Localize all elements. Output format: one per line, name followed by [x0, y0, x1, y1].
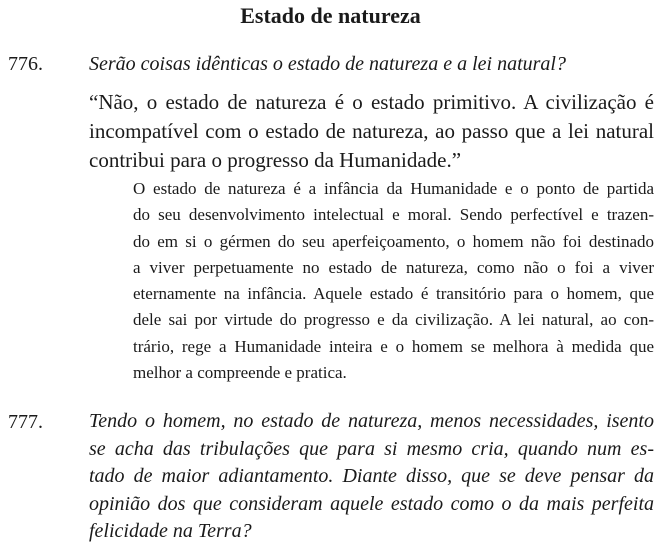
commentary-776-line-4: a viver perpetuamente no estado de natureza, como não o foi a viver [133, 257, 654, 277]
question-777-text [89, 408, 654, 546]
answer-776-line-3: contribui para o progresso da Humanidade.” [89, 148, 462, 172]
commentary-776 [133, 176, 654, 386]
answer-776-line-1: “Não, o estado de natureza é o estado primitivo. A civilização é [89, 90, 654, 114]
question-777-line-4: opinião dos que consideram aquele estado como o da mais perfeita [89, 492, 654, 515]
section-title: Estado de natureza [240, 3, 421, 28]
commentary-776-line-8: melhor a compreende e pratica. [133, 363, 347, 383]
commentary-776-line-3: do em si o gérmen do seu aperfeiçoamento, o homem não foi destinado [133, 231, 654, 251]
question-777-line-2: se acha das tribulações que para si mesmo cria, quando num es- [89, 437, 654, 460]
question-776-text: Serão coisas idênticas o estado de natureza e a lei natural? [89, 53, 566, 75]
commentary-776-line-7: trário, rege a Humanidade inteira e o homem se melhora à medida que [133, 336, 654, 356]
commentary-776-line-5: eternamente na infância. Aquele estado é transitório para o homem, que [133, 284, 654, 304]
commentary-776-line-2: do seu desenvolvimento intelectual e moral. Sendo perfectível e trazen- [133, 205, 654, 225]
question-777-line-3: tado de maior adiantamento. Diante disso, que se deve pensar da [89, 465, 654, 487]
question-number-777: 777. [8, 411, 43, 433]
question-number-776: 776. [8, 53, 43, 75]
commentary-776-line-6: dele sai por virtude do progresso e da civilização. A lei natural, ao con- [133, 310, 654, 330]
question-777-line-1: Tendo o homem, no estado de natureza, menos necessidades, isento [89, 410, 654, 432]
answer-776 [89, 88, 654, 175]
question-777-line-5: felicidade na Terra? [89, 520, 252, 542]
commentary-776-line-1: O estado de natureza é a infância da Humanidade e o ponto de partida [133, 179, 654, 198]
answer-776-line-2: incompatível com o estado de natureza, ao passo que a lei natural [89, 119, 654, 143]
